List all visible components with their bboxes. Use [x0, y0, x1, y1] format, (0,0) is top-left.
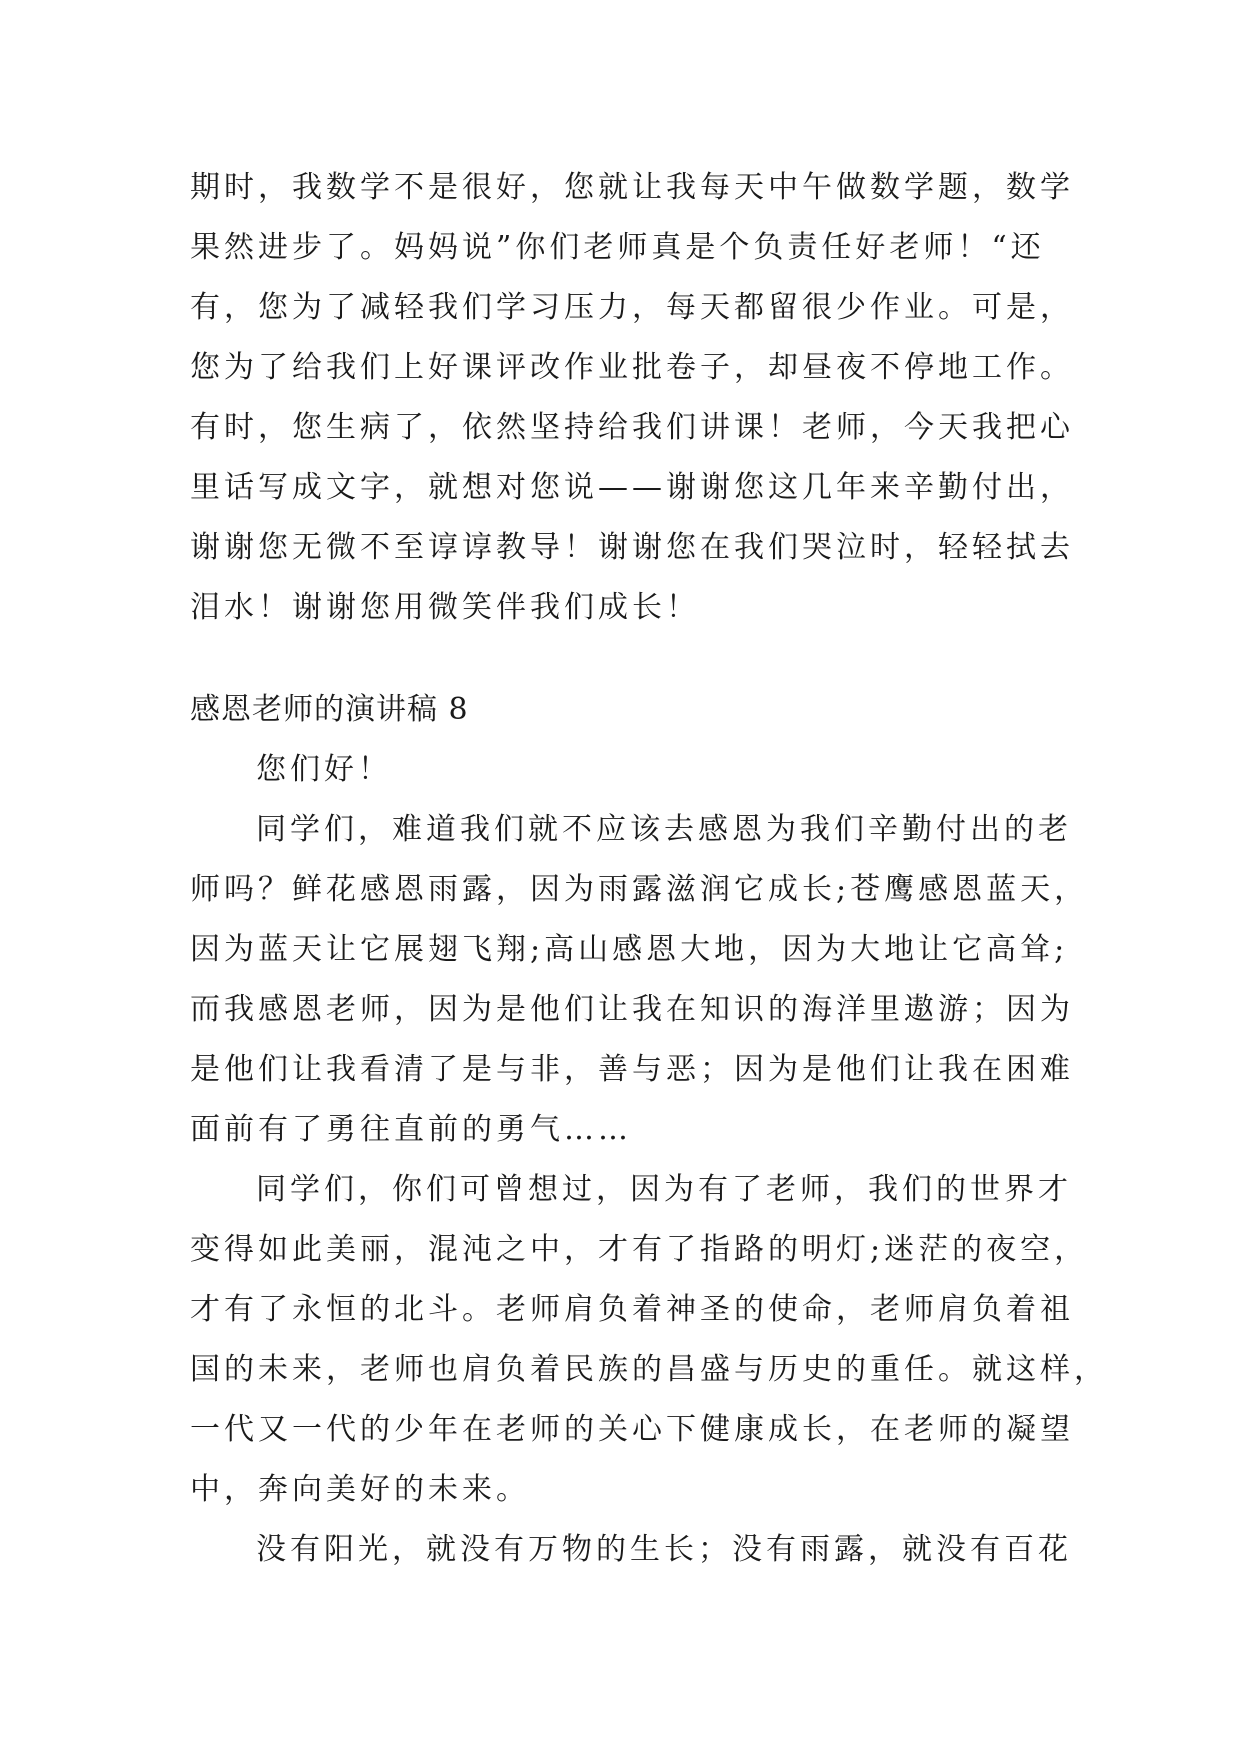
section-title: 感恩老师的演讲稿 8 — [190, 692, 469, 727]
text-line: 才有了永恒的北斗。老师肩负着神圣的使命，老师肩负着祖 — [190, 1292, 1074, 1327]
text-line: 里话写成文字，就想对您说——谢谢您这几年来辛勤付出， — [190, 470, 1074, 505]
text-line: 而我感恩老师，因为是他们让我在知识的海洋里遨游；因为 — [190, 992, 1074, 1027]
text-line: 泪水！谢谢您用微笑伴我们成长！ — [190, 590, 700, 625]
text-line: 有，您为了减轻我们学习压力，每天都留很少作业。可是， — [190, 290, 1074, 325]
text-line: 果然进步了。妈妈说”你们老师真是个负责任好老师！“还 — [190, 230, 1045, 265]
text-line: 没有阳光，就没有万物的生长；没有雨露，就没有百花 — [256, 1532, 1072, 1567]
text-line: 变得如此美丽，混沌之中，才有了指路的明灯;迷茫的夜空， — [190, 1232, 1089, 1267]
text-line: 同学们，难道我们就不应该去感恩为我们辛勤付出的老 — [256, 812, 1072, 847]
text-line: 面前有了勇往直前的勇气…… — [190, 1112, 632, 1147]
text-line: 您为了给我们上好课评改作业批卷子，却昼夜不停地工作。 — [190, 350, 1074, 385]
text-line: 是他们让我看清了是与非，善与恶；因为是他们让我在困难 — [190, 1052, 1074, 1087]
text-line: 谢谢您无微不至谆谆教导！谢谢您在我们哭泣时，轻轻拭去 — [190, 530, 1074, 565]
text-line: 一代又一代的少年在老师的关心下健康成长，在老师的凝望 — [190, 1412, 1074, 1447]
text-line: 中，奔向美好的未来。 — [190, 1472, 530, 1507]
text-line: 因为蓝天让它展翅飞翔;高山感恩大地，因为大地让它高耸; — [190, 932, 1069, 967]
text-line: 期时，我数学不是很好，您就让我每天中午做数学题，数学 — [190, 170, 1074, 205]
text-line: 有时，您生病了，依然坚持给我们讲课！老师，今天我把心 — [190, 410, 1074, 445]
text-line: 同学们，你们可曾想过，因为有了老师，我们的世界才 — [256, 1172, 1072, 1207]
greeting: 您们好！ — [256, 752, 392, 787]
text-line: 师吗？鲜花感恩雨露，因为雨露滋润它成长;苍鹰感恩蓝天， — [190, 872, 1089, 907]
text-line: 国的未来，老师也肩负着民族的昌盛与历史的重任。就这样， — [190, 1352, 1108, 1387]
